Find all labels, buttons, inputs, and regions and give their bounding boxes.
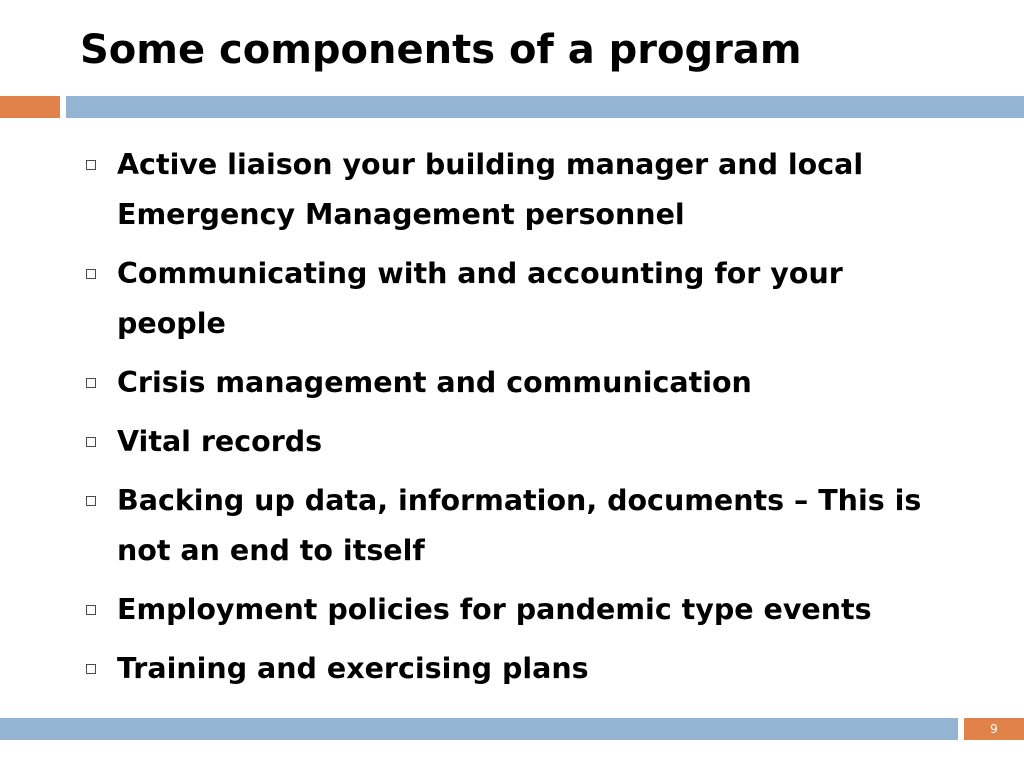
bullet-item xyxy=(0,249,1024,349)
bullet-text: Vital records xyxy=(117,425,323,458)
square-bullet-icon xyxy=(86,378,96,388)
slide-title: Some components of a program xyxy=(80,27,802,73)
square-bullet-icon xyxy=(86,160,96,170)
bullet-item xyxy=(0,476,1024,576)
square-bullet-icon xyxy=(86,605,96,615)
bullet-text: Employment policies for pandemic type events xyxy=(117,593,872,626)
bullet-item xyxy=(0,417,1024,467)
bullet-item xyxy=(0,140,1024,240)
bullet-text: Backing up data, information, documents – This is not an end to itself xyxy=(117,484,922,567)
bullet-item xyxy=(0,358,1024,408)
bottom-decor-bar xyxy=(0,718,958,740)
square-bullet-icon xyxy=(86,664,96,674)
bullet-list xyxy=(0,140,1024,703)
square-bullet-icon xyxy=(86,437,96,447)
bullet-text: Communicating with and accounting for your people xyxy=(117,257,843,340)
bullet-text: Training and exercising plans xyxy=(117,652,589,685)
bullet-text: Active liaison your building manager and local Emergency Management personnel xyxy=(117,148,864,231)
top-decor-bar xyxy=(66,96,1024,118)
page-number: 9 xyxy=(964,718,1024,740)
bullet-item xyxy=(0,644,1024,694)
square-bullet-icon xyxy=(86,496,96,506)
bullet-item xyxy=(0,585,1024,635)
top-accent-bar xyxy=(0,96,60,118)
square-bullet-icon xyxy=(86,269,96,279)
bullet-text: Crisis management and communication xyxy=(117,366,752,399)
